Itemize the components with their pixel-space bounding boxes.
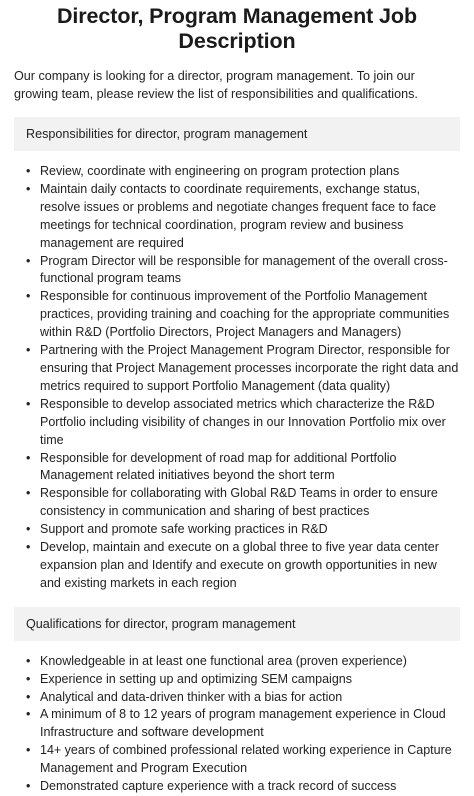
- responsibilities-list: [14, 163, 460, 593]
- bullet-icon: •: [26, 450, 31, 465]
- bullet-icon: •: [26, 689, 31, 704]
- list-item: [14, 163, 460, 181]
- list-item-text: Analytical and data-driven thinker with a bias for action: [40, 689, 343, 704]
- list-item-text: Support and promote safe working practices in R&D: [40, 522, 328, 537]
- list-item-text: Responsible to develop associated metrics which characterize the R&D Portfolio including visibility of changes in our Innovation Portfolio mix over time: [40, 396, 446, 447]
- bullet-icon: •: [26, 164, 31, 178]
- list-item-text: Responsible for collaborating with Global R&D Teams in order to ensure consistency in communication and sharing of best practices: [40, 486, 438, 519]
- list-item: [14, 396, 460, 450]
- list-item: [14, 706, 460, 742]
- list-item: [14, 689, 460, 707]
- page-title: Director, Program Management Job Description: [56, 4, 417, 53]
- list-item: [14, 181, 460, 253]
- list-item: [14, 450, 460, 486]
- list-item-text: Develop, maintain and execute on a global three to five year data center expansion plan and Identify and execute on growth opportunities in new and existing markets in each region: [40, 540, 439, 590]
- list-item-text: Responsible for continuous improvement of the Portfolio Management practices, providing training and coaching for the appropriate communities within R&D (Portfolio Directors, Project Managers and Managers): [40, 289, 450, 340]
- bullet-icon: •: [26, 743, 31, 758]
- bullet-icon: •: [26, 289, 31, 304]
- bullet-icon: •: [26, 253, 31, 268]
- list-item: [14, 653, 460, 671]
- bullet-icon: •: [26, 522, 31, 537]
- bullet-icon: •: [26, 396, 31, 411]
- list-item: [14, 253, 460, 289]
- list-item-text: Responsible for development of road map for additional Portfolio Management related initiatives beyond the short term: [40, 450, 397, 483]
- job-description-page: [0, 4, 474, 796]
- list-item: [14, 485, 460, 521]
- list-item-text: Partnering with the Project Management Program Director, responsible for ensuring that Project Management processes incorporate the right data and metrics required to support Portfolio Management (data quality): [40, 343, 459, 393]
- bullet-icon: •: [26, 653, 31, 668]
- list-item-text: A minimum of 8 to 12 years of program management experience in Cloud Infrastructure and software development: [40, 707, 446, 740]
- list-item: [14, 288, 460, 342]
- list-item: [14, 778, 460, 796]
- bullet-icon: •: [26, 486, 31, 501]
- list-item-text: Knowledgeable in at least one functional area (proven experience): [40, 653, 407, 668]
- list-item-text: Demonstrated capture experience with a track record of success: [40, 779, 397, 794]
- bullet-icon: •: [26, 707, 31, 722]
- list-item-text: 14+ years of combined professional related working experience in Capture Management and Program Execution: [40, 743, 452, 776]
- list-item: [14, 742, 460, 778]
- responsibilities-heading: Responsibilities for director, program management: [14, 117, 460, 151]
- bullet-icon: •: [26, 540, 31, 555]
- list-item: [14, 671, 460, 689]
- qualifications-list: [14, 653, 460, 796]
- list-item-text: Experience in setting up and optimizing SEM campaigns: [40, 671, 352, 686]
- list-item: [14, 521, 460, 539]
- bullet-icon: •: [26, 779, 31, 794]
- bullet-icon: •: [26, 671, 31, 686]
- qualifications-heading: Qualifications for director, program management: [14, 607, 460, 641]
- list-item-text: Maintain daily contacts to coordinate requirements, exchange status, resolve issues or problems and negotiate changes frequent face to face meetings for technical coordination, program review and business management are required: [40, 181, 437, 250]
- bullet-icon: •: [26, 343, 31, 358]
- intro-paragraph: Our company is looking for a director, program management. To join our growing team, please review the list of responsibilities and qualifications.: [14, 69, 418, 101]
- list-item-text: Review, coordinate with engineering on program protection plans: [40, 164, 400, 178]
- bullet-icon: •: [26, 181, 31, 196]
- list-item: [14, 342, 460, 396]
- list-item-text: Program Director will be responsible for management of the overall cross-functional program teams: [40, 253, 448, 286]
- list-item: [14, 539, 460, 593]
